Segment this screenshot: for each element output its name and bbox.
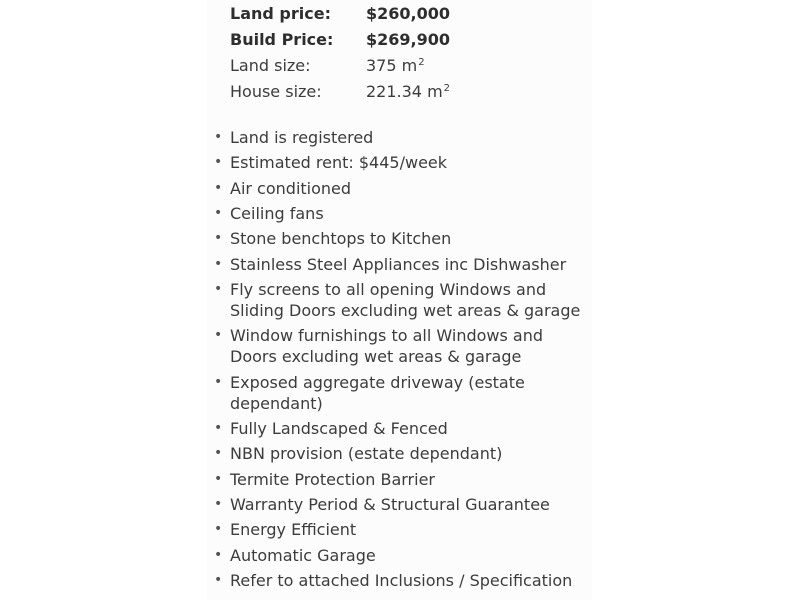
list-item [214, 254, 594, 275]
list-item [214, 443, 594, 464]
land-size-unit-superscript: 2 [418, 56, 425, 68]
list-item-text: NBN provision (estate dependant) [230, 444, 503, 464]
house-size-value-wrap [366, 81, 450, 103]
list-item [214, 372, 594, 414]
list-item [214, 418, 594, 439]
bullet-icon: • [214, 205, 223, 222]
list-item-text: Exposed aggregate driveway (estate [230, 372, 525, 392]
list-item [214, 178, 594, 199]
build-price-value: $269,900 [366, 30, 451, 49]
bullet-icon: • [214, 470, 223, 487]
land-size-value: 375 m [366, 56, 418, 75]
list-item-text: Termite Protection Barrier [230, 469, 435, 489]
list-item-text: Sliding Doors excluding wet areas & garage [230, 301, 581, 321]
house-size-unit-superscript: 2 [443, 82, 451, 94]
list-item [214, 545, 594, 566]
build-price-row [230, 29, 490, 55]
list-item-text: Estimated rent: $445/week [230, 153, 448, 173]
house-size-row [230, 81, 490, 107]
list-item [214, 325, 594, 367]
list-item-text: dependant) [230, 393, 323, 413]
list-item-text: Energy Efficient [230, 520, 357, 540]
bullet-icon: • [214, 521, 223, 538]
list-item-text: Doors excluding wet areas & garage [230, 347, 522, 367]
list-item-text: Stone benchtops to Kitchen [230, 229, 452, 249]
bullet-icon: • [214, 154, 223, 171]
list-item [214, 519, 594, 540]
bullet-icon: • [214, 230, 223, 247]
bullet-icon: • [214, 281, 223, 298]
list-item [214, 152, 594, 173]
bullet-icon: • [214, 327, 223, 344]
list-item [214, 228, 594, 249]
land-size-value-wrap [366, 55, 425, 77]
land-price-row [230, 3, 490, 29]
bullet-icon: • [214, 179, 223, 196]
bullet-icon: • [214, 255, 223, 272]
house-size-label: House size: [230, 82, 322, 101]
list-item [214, 203, 594, 224]
list-item [214, 279, 594, 321]
list-item-text: Fully Landscaped & Fenced [230, 419, 448, 439]
land-size-row [230, 55, 490, 81]
features-list [214, 127, 594, 596]
bullet-icon: • [214, 129, 223, 145]
list-item-text: Ceiling fans [230, 204, 324, 224]
build-price-label: Build Price: [230, 30, 334, 49]
bullet-icon: • [214, 546, 223, 563]
bullet-icon: • [214, 420, 223, 437]
list-item-text: Fly screens to all opening Windows and [230, 280, 547, 300]
land-price-label: Land price: [230, 4, 331, 23]
land-price-value: $260,000 [366, 4, 451, 23]
price-table [230, 3, 490, 107]
list-item-text: Automatic Garage [230, 545, 376, 565]
list-item-text: Land is registered [230, 128, 374, 147]
list-item-text: Warranty Period & Structural Guarantee [230, 495, 550, 515]
bullet-icon: • [214, 496, 223, 513]
bullet-icon: • [214, 572, 223, 589]
house-size-value: 221.34 m [366, 82, 443, 101]
list-item-text: Refer to attached Inclusions / Specification [230, 571, 573, 591]
list-item [214, 469, 594, 490]
list-item-text: Stainless Steel Appliances inc Dishwasher [230, 254, 567, 274]
bullet-icon: • [214, 373, 223, 390]
list-item [214, 494, 594, 515]
list-item [214, 127, 594, 148]
land-size-label: Land size: [230, 56, 311, 75]
list-item [214, 570, 594, 591]
list-item-text: Air conditioned [230, 178, 352, 198]
bullet-icon: • [214, 445, 223, 462]
list-item-text: Window furnishings to all Windows and [230, 326, 544, 346]
